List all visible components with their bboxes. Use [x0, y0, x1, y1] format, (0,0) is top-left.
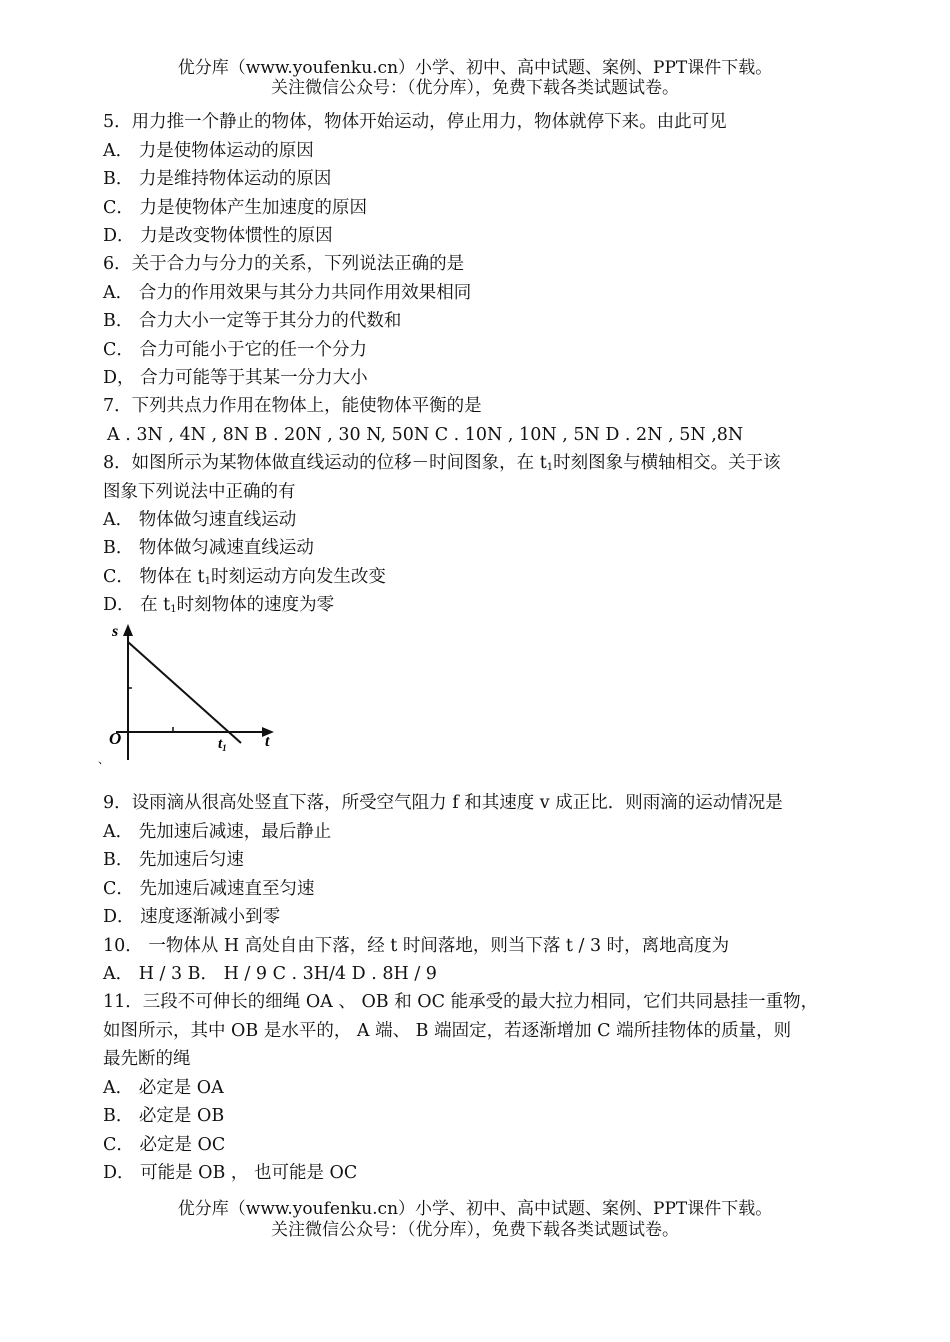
- q11-option-d: D． 可能是 OB ， 也可能是 OC: [103, 1163, 358, 1183]
- q6-option-b: B． 合力大小一定等于其分力的代数和: [103, 311, 402, 331]
- q8-option-b: B． 物体做匀减速直线运动: [103, 538, 314, 558]
- q5-option-d: D． 力是改变物体惯性的原因: [103, 226, 333, 246]
- q8-option-c-text-1: C． 物体在 t: [103, 567, 205, 587]
- q5-option-c: C． 力是使物体产生加速度的原因: [103, 198, 367, 218]
- q8-stem-text-2: 时刻图象与横轴相交。关于该: [553, 453, 781, 473]
- q9-option-b: B． 先加速后匀速: [103, 850, 244, 870]
- q5-option-a: A． 力是使物体运动的原因: [103, 141, 314, 161]
- q6-option-d: D， 合力可能等于其某一分力大小: [103, 368, 368, 388]
- q11-stem-line-1: 11．三段不可伸长的细绳 OA 、 OB 和 OC 能承受的最大拉力相同，它们共同悬挂一重物，: [103, 992, 819, 1012]
- graph-displacement-line: [128, 642, 241, 743]
- q5-option-b: B． 力是维持物体运动的原因: [103, 169, 332, 189]
- q8-stem-text-1: 8．如图所示为某物体做直线运动的位移－时间图象，在 t: [103, 453, 547, 473]
- graph-t1-subscript: 1: [222, 743, 227, 753]
- q8-option-d-text-1: D． 在 t: [103, 595, 171, 615]
- q8-option-c-subscript: 1: [204, 576, 211, 587]
- q8-stem-line-2: 图象下列说法中正确的有: [103, 482, 296, 502]
- q8-option-c-text-2: 时刻运动方向发生改变: [210, 567, 386, 587]
- footer-line-1: 优分库（www.youfenku.cn）小学、初中、高中试题、案例、PPT课件下载。: [177, 1199, 773, 1219]
- header-line-2: 关注微信公众号：（优分库），免费下载各类试题试卷。: [271, 78, 679, 98]
- q8-stem-line-1: [103, 452, 781, 479]
- q6-option-c: C． 合力可能小于它的任一个分力: [103, 340, 367, 360]
- graph-origin-label: O: [109, 729, 122, 748]
- graph-s-label: s: [112, 623, 119, 640]
- q8-option-a: A． 物体做匀速直线运动: [103, 510, 297, 530]
- q10-stem: 10． 一物体从 H 高处自由下落，经 t 时间落地，则当下落 t / 3 时，离地高度为: [103, 936, 730, 956]
- q11-option-c: C． 必定是 OC: [103, 1135, 226, 1155]
- q8-option-d-text-2: 时刻物体的速度为零: [176, 595, 335, 615]
- q7-stem: 7．下列共点力作用在物体上，能使物体平衡的是: [103, 396, 482, 416]
- footer-line-2: 关注微信公众号：（优分库），免费下载各类试题试卷。: [271, 1220, 679, 1240]
- graph-t-label: t: [265, 733, 270, 750]
- q8-option-c: [103, 566, 386, 593]
- q7-options: A . 3N , 4N , 8N B . 20N , 30 N, 50N C . 10N , 10N , 5N D . 2N , 5N ,8N: [107, 425, 744, 445]
- graph-stray-mark: 、: [98, 753, 109, 766]
- q8-option-d-subscript: 1: [170, 604, 177, 615]
- q5-stem: 5．用力推一个静止的物体，物体开始运动，停止用力，物体就停下来。由此可见: [103, 112, 727, 132]
- q9-option-c: C． 先加速后减速直至匀速: [103, 879, 315, 899]
- q8-option-d: [103, 594, 334, 621]
- q11-stem-line-2: 如图所示，其中 OB 是水平的， A 端、 B 端固定，若逐渐增加 C 端所挂物体的质量，则: [103, 1021, 792, 1041]
- q6-stem: 6．关于合力与分力的关系，下列说法正确的是: [103, 254, 465, 274]
- q8-displacement-time-graph: [98, 618, 288, 766]
- q9-option-a: A． 先加速后减速，最后静止: [103, 822, 332, 842]
- q11-option-a: A． 必定是 OA: [103, 1078, 224, 1098]
- graph-t1-main: t: [218, 736, 223, 752]
- q10-options: A． H / 3 B． H / 9 C . 3H/4 D . 8H / 9: [103, 964, 437, 984]
- q9-stem: 9．设雨滴从很高处竖直下落，所受空气阻力 f 和其速度 v 成正比．则雨滴的运动情况是: [103, 793, 783, 813]
- q9-option-d: D． 速度逐渐减小到零: [103, 907, 281, 927]
- graph-t1-label: [218, 736, 227, 753]
- q8-stem-subscript: 1: [546, 462, 554, 473]
- q6-option-a: A． 合力的作用效果与其分力共同作用效果相同: [103, 283, 472, 303]
- q11-option-b: B． 必定是 OB: [103, 1106, 225, 1126]
- header-line-1: 优分库（www.youfenku.cn）小学、初中、高中试题、案例、PPT课件下载。: [177, 58, 773, 78]
- graph-s-axis-arrow: [123, 624, 133, 636]
- q11-stem-line-3: 最先断的绳: [103, 1049, 191, 1069]
